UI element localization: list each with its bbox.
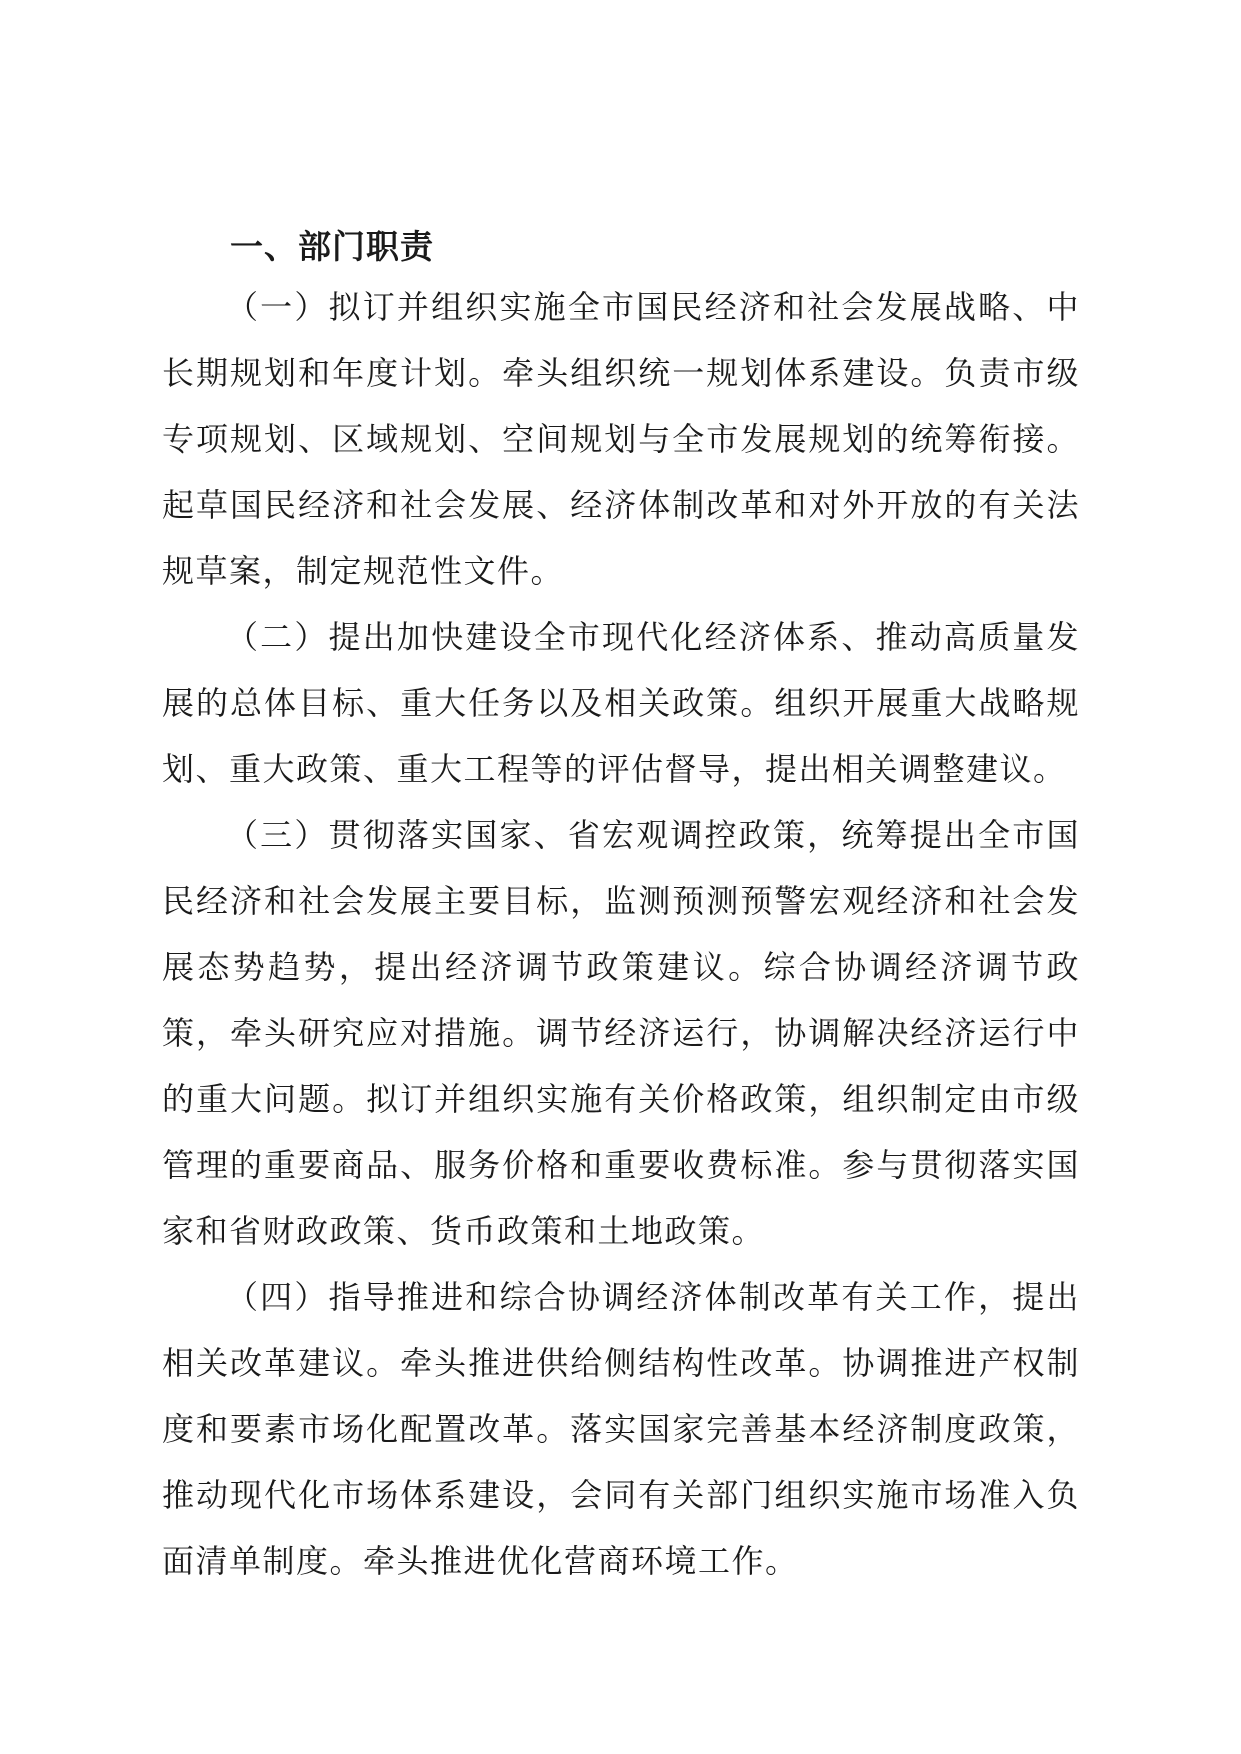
paragraph-2: （二）提出加快建设全市现代化经济体系、推动高质量发展的总体目标、重大任务以及相关政策。组织开展重大战略规划、重大政策、重大工程等的评估督导，提出相关调整建议。	[162, 618, 1080, 788]
paragraph-1: （一）拟订并组织实施全市国民经济和社会发展战略、中长期规划和年度计划。牵头组织统一规划体系建设。负责市级专项规划、区域规划、空间规划与全市发展规划的统筹衔接。起草国民经济和社会发展、经济体制改革和对外开放的有关法规草案，制定规范性文件。	[162, 288, 1080, 590]
document-body	[162, 220, 1080, 1594]
section-heading: 一、部门职责	[230, 227, 434, 266]
paragraph-3: （三）贯彻落实国家、省宏观调控政策，统筹提出全市国民经济和社会发展主要目标，监测预测预警宏观经济和社会发展态势趋势，提出经济调节政策建议。综合协调经济调节政策，牵头研究应对措施。调节经济运行，协调解决经济运行中的重大问题。拟订并组织实施有关价格政策，组织制定由市级管理的重要商品、服务价格和重要收费标准。参与贯彻落实国家和省财政政策、货币政策和土地政策。	[162, 816, 1080, 1250]
paragraph-4: （四）指导推进和综合协调经济体制改革有关工作，提出相关改革建议。牵头推进供给侧结构性改革。协调推进产权制度和要素市场化配置改革。落实国家完善基本经济制度政策，推动现代化市场体系建设，会同有关部门组织实施市场准入负面清单制度。牵头推进优化营商环境工作。	[162, 1278, 1080, 1580]
